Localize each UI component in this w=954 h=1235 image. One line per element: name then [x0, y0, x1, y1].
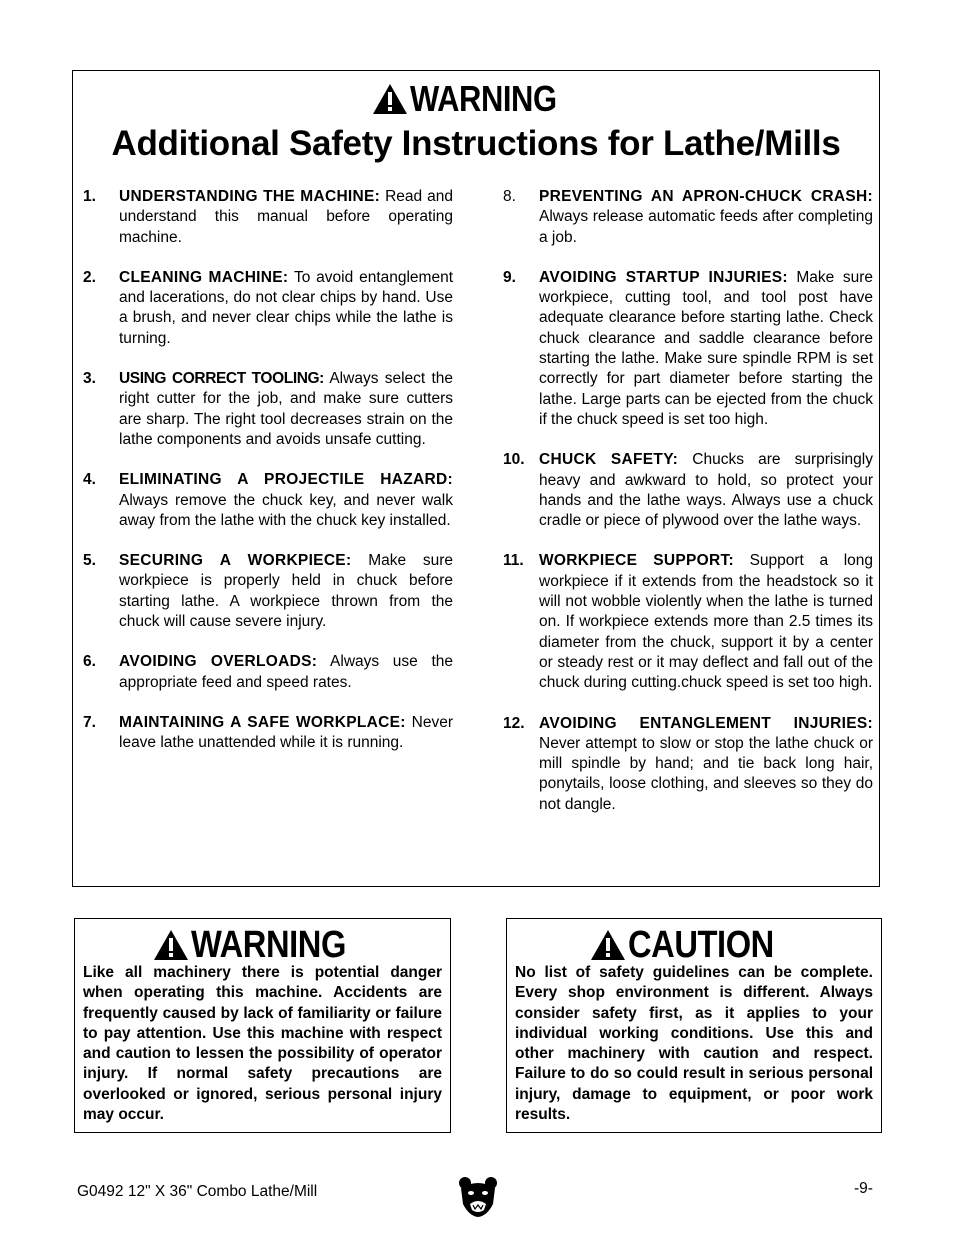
item-text: To avoid entanglement and lacerations, do not clear chips by hand. Use a brush, and never clear chips while the lathe is turning. [119, 268, 454, 347]
item-number: 11. [503, 552, 524, 570]
item-number: 10. [503, 451, 525, 469]
page-number: -9- [854, 1180, 873, 1197]
warning-triangle-icon [372, 83, 408, 115]
item-heading: CLEANING MACHINE: [119, 268, 289, 286]
left-column [83, 187, 453, 774]
item-text: Chucks are surprisingly heavy and awkward to hold, so protect your hands and the lathe ways. Always use a chuck cradle or piece of plywood over the lathe ways. [539, 451, 873, 530]
instruction-item [83, 187, 453, 248]
item-heading: MAINTAINING A SAFE WORKPLACE: [119, 713, 406, 731]
item-text: Never leave lathe unattended while it is running. [119, 713, 453, 752]
main-warning-heading [73, 79, 879, 119]
item-text: Make sure workpiece is properly held in chuck before starting lathe. A workpiece thrown from the chuck will cause severe injury. [119, 552, 453, 631]
item-heading: AVOIDING STARTUP INJURIES: [539, 268, 788, 286]
item-text: Always select the right cutter for the job, and make sure cutters are sharp. The right tool decreases strain on the lathe components and avoids unsafe cutting. [119, 370, 453, 448]
item-heading: AVOIDING ENTANGLEMENT INJURIES: [539, 714, 873, 732]
bear-head-logo-icon [457, 1176, 499, 1218]
instruction-item [83, 369, 453, 450]
instruction-item [83, 551, 453, 632]
item-number: 4. [83, 471, 96, 489]
item-text: Support a long workpiece if it extends from the headstock so it will not wobble violently when the lathe is turned on. If workpiece extends more than 2.5 times its diameter from the chuck, support it by a center or steady rest or it may deflect and fall out of the chuck during cutting.chuck speed is set too high. [539, 552, 873, 692]
warning-triangle-icon [153, 929, 189, 961]
general-caution-heading [507, 925, 881, 965]
item-number: 7. [83, 713, 96, 731]
item-text: Always remove the chuck key, and never walk away from the lathe with the chuck key installed. [119, 491, 453, 529]
item-heading: SECURING A WORKPIECE: [119, 552, 352, 570]
caution-word: CAUTION [628, 924, 775, 966]
general-caution-box [506, 918, 882, 1133]
instruction-item [503, 450, 873, 531]
item-number: 1. [83, 188, 96, 205]
warning-word: WARNING [409, 78, 557, 119]
item-heading: UNDERSTANDING THE MACHINE: [119, 188, 381, 205]
instruction-item [503, 187, 873, 248]
instruction-item [83, 470, 453, 531]
general-warning-box [74, 918, 451, 1133]
item-heading: CHUCK SAFETY: [539, 451, 679, 469]
general-warning-text: Like all machinery there is potential danger when operating this machine. Accidents are frequently caused by lack of familiarity or failure to pay attention. Use this machine with respect and caution to lessen the possibility of operator injury. If normal safety precautions are overlooked or ignored, serious personal injury may occur. [83, 964, 442, 1124]
item-text: Make sure workpiece, cutting tool, and tool post have adequate clearance before starting lathe. Check chuck clearance and saddle clearance before starting the lathe. Make sure spindle RPM is set correctly for part diameter before starting the lathe. Large parts can be ejected from the chuck if the chuck speed is set too high. [539, 268, 873, 428]
item-heading: USING CORRECT TOOLING: [119, 370, 324, 388]
item-number: 12. [503, 714, 525, 732]
item-text: Never attempt to slow or stop the lathe chuck or mill spindle by hand; and tie back long hair, ponytails, loose clothing, and sleeves so they do not dangle. [539, 734, 873, 813]
item-heading: WORKPIECE SUPPORT: [539, 552, 734, 570]
item-text: Read and understand this manual before operating machine. [119, 188, 453, 246]
instruction-item [503, 268, 873, 430]
item-number: 3. [83, 370, 96, 388]
footer-model: G0492 12" X 36" Combo Lathe/Mill [77, 1183, 318, 1200]
item-heading: ELIMINATING A PROJECTILE HAZARD: [119, 471, 453, 489]
general-warning-heading [75, 925, 450, 965]
item-number: 9. [503, 268, 516, 286]
item-number: 2. [83, 268, 96, 286]
item-number: 5. [83, 552, 96, 570]
item-number: 8. [503, 188, 516, 205]
item-heading: PREVENTING AN APRON-CHUCK CRASH: [539, 188, 873, 205]
instruction-item [503, 551, 873, 693]
main-warning-box [72, 70, 880, 887]
caution-triangle-icon [590, 929, 626, 961]
item-heading: AVOIDING OVERLOADS: [119, 653, 318, 671]
instruction-item [83, 713, 453, 754]
right-column [503, 187, 873, 835]
item-text: Always release automatic feeds after completing a job. [539, 208, 873, 246]
warning-word: WARNING [191, 924, 347, 966]
item-text: Always use the appropriate feed and speed rates. [119, 653, 454, 691]
instruction-item [83, 268, 453, 349]
item-number: 6. [83, 653, 96, 671]
instruction-item [83, 652, 453, 693]
general-caution-text: No list of safety guidelines can be complete. Every shop environment is different. Always consider safety first, as it applies to your individual working conditions. Use this and other machinery with caution and respect. Failure to do so could result in serious personal injury, damage to equipment, or poor work results. [515, 964, 873, 1124]
instruction-item [503, 714, 873, 815]
page-title: Additional Safety Instructions for Lathe/Mills [111, 124, 841, 163]
